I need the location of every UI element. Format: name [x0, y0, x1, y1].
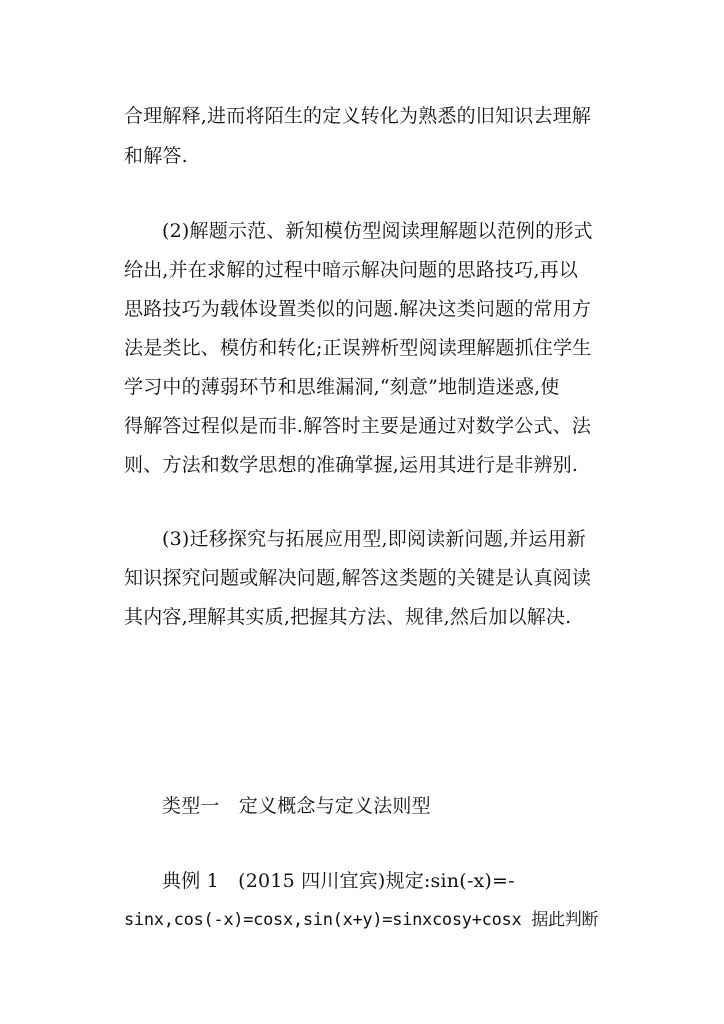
paragraph-2-line-4: 法是类比、模仿和转化;正误辨析型阅读理解题抓住学生: [124, 337, 592, 359]
paragraph-1-line-1: 合理解释,进而将陌生的定义转化为熟悉的旧知识去理解: [124, 105, 592, 127]
paragraph-3-line-3: 其内容,理解其实质,把握其方法、规律,然后加以解决.: [124, 606, 572, 628]
paragraph-2-line-3: 思路技巧为载体设置类似的问题.解决这类问题的常用方: [124, 298, 592, 320]
paragraph-2-line-7: 则、方法和数学思想的准确掌握,运用其进行是非辨别.: [124, 454, 579, 476]
paragraph-2-line-1: (2)解题示范、新知模仿型阅读理解题以范例的形式: [162, 220, 593, 242]
example-1-line-1: 典例 1 (2015 四川宜宾)规定:sin(-x)=-: [162, 870, 515, 892]
paragraph-2-line-5: 学习中的薄弱环节和思维漏洞,“刻意”地制造迷惑,使: [124, 376, 560, 398]
example-1-line-2: sinx,cos(-x)=cosx,sin(x+y)=sinxcosy+cosx 据此判断: [124, 910, 599, 930]
section-heading: 类型一 定义概念与定义法则型: [162, 795, 431, 817]
paragraph-3-line-1: (3)迁移探究与拓展应用型,即阅读新问题,并运用新: [162, 528, 586, 550]
paragraph-2-line-2: 给出,并在求解的过程中暗示解决问题的思路技巧,再以: [124, 259, 579, 281]
paragraph-1-line-2: 和解答.: [124, 145, 188, 167]
paragraph-2-line-6: 得解答过程似是而非.解答时主要是通过对数学公式、法: [124, 415, 592, 437]
paragraph-3-line-2: 知识探究问题或解决问题,解答这类题的关键是认真阅读: [124, 567, 592, 589]
